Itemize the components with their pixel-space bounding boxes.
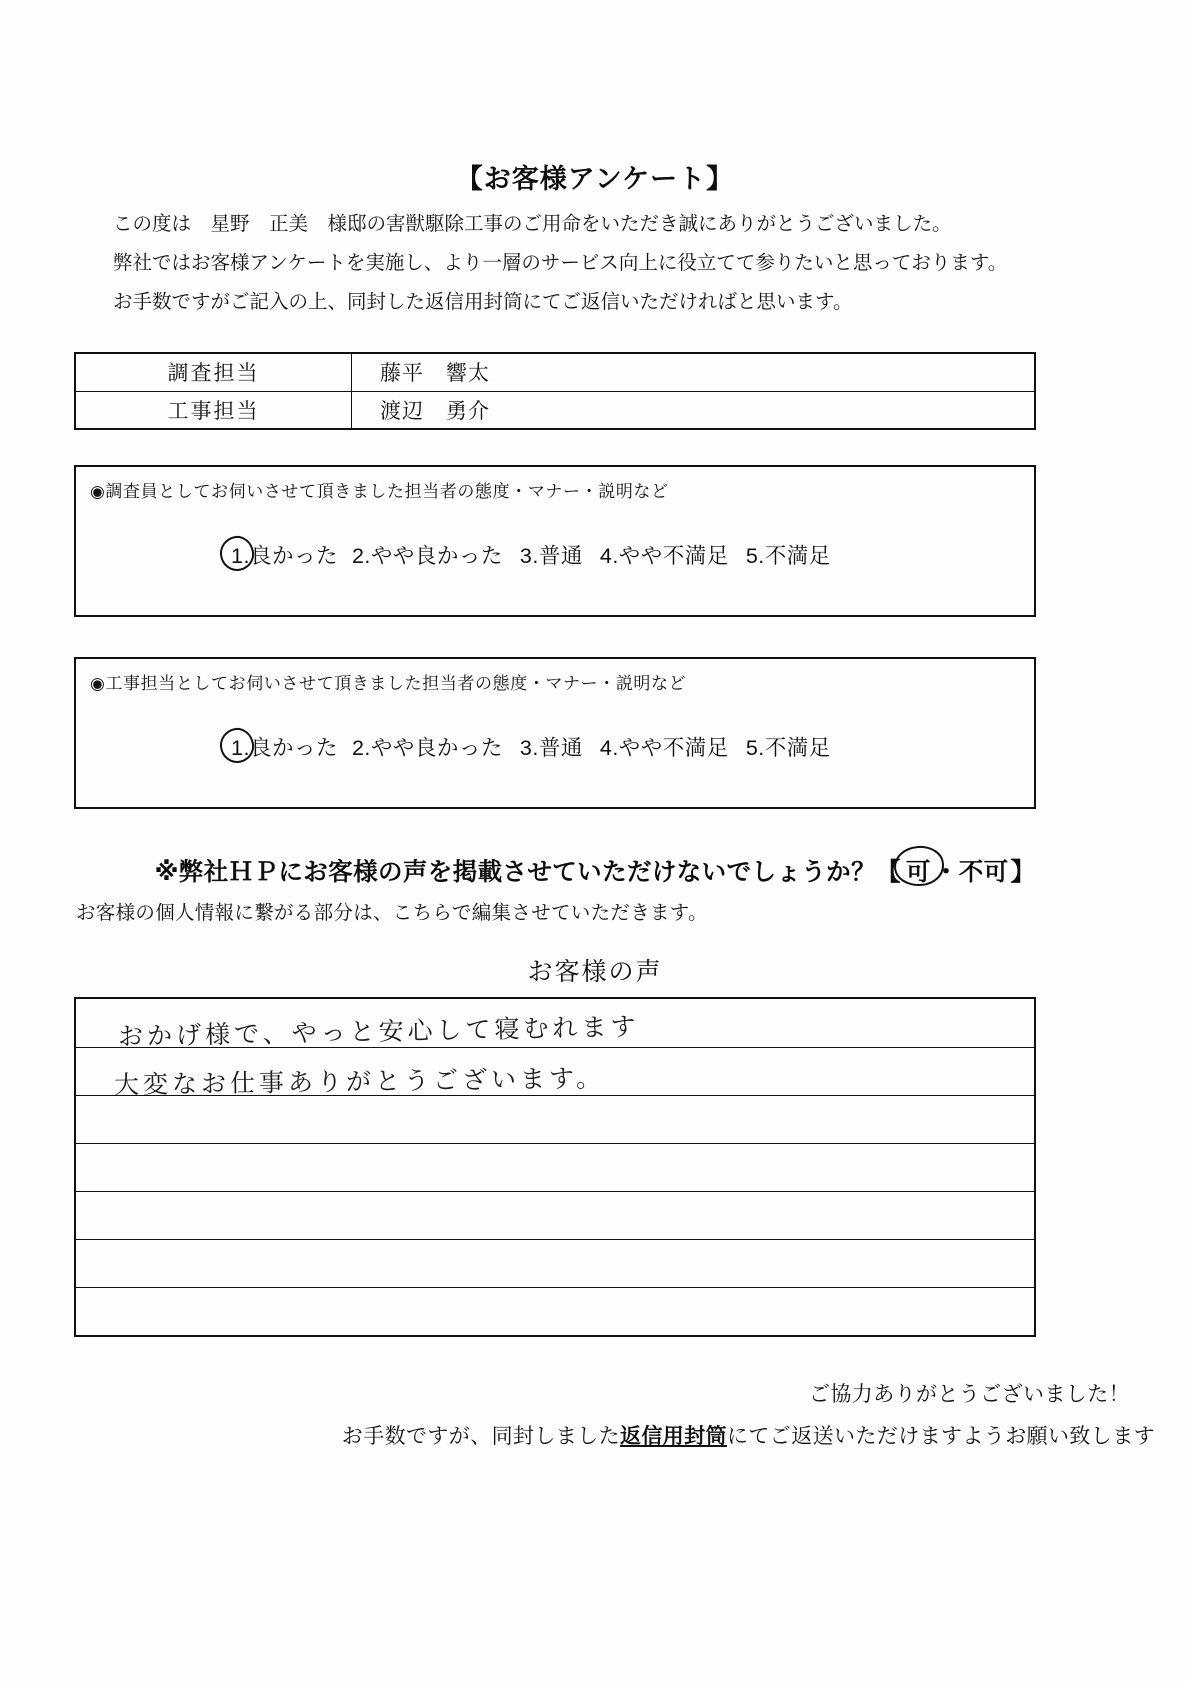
intro-paragraph: [113, 205, 1093, 322]
intro-line-2: 弊社ではお客様アンケートを実施し、より一層のサービス向上に役立てて参りたいと思っております。: [113, 252, 1008, 274]
writing-rule: [76, 1143, 1034, 1144]
rating-option-label: 普通: [538, 736, 583, 760]
page-title: 【お客様アンケート】: [455, 164, 735, 194]
question-heading: ◉工事担当としてお伺いさせて頂きました担当者の態度・マナー・説明など: [90, 674, 687, 693]
rating-option-number: 1.: [231, 544, 250, 568]
rating-option-label: やや不満足: [618, 736, 729, 760]
rating-option-label: 不満足: [764, 544, 831, 568]
rating-option-label: やや不満足: [618, 544, 729, 568]
rating-option-label: 良かった: [249, 736, 338, 760]
table-row: [75, 391, 1035, 429]
rating-option-3[interactable]: [520, 736, 583, 760]
intro-line-3: お手数ですがご記入の上、同封した返信用封筒にてご返信いただければと思います。: [113, 291, 853, 313]
hp-option-yes[interactable]: [903, 853, 934, 888]
hp-permission-choices: [901, 853, 1011, 888]
hp-bracket-close: 】: [1010, 859, 1036, 886]
staff-name-value: 藤平 響太: [352, 353, 1036, 391]
rating-option-5[interactable]: [746, 544, 831, 568]
rating-scale: [231, 539, 848, 570]
voice-section-title: お客様の声: [527, 958, 663, 986]
rating-option-number: 4.: [599, 736, 619, 760]
rating-option-2[interactable]: [352, 544, 503, 568]
rating-option-number: 4.: [599, 544, 619, 568]
rating-option-4[interactable]: [600, 544, 729, 568]
rating-option-number: 5.: [745, 544, 765, 568]
rating-option-label: 良かった: [249, 544, 338, 568]
question-heading: ◉調査員としてお伺いさせて頂きました担当者の態度・マナー・説明など: [90, 482, 669, 501]
rating-option-number: 5.: [745, 736, 765, 760]
staff-role-label: 調査担当: [75, 353, 352, 391]
footer-request-underlined: 返信用封筒: [620, 1425, 727, 1448]
writing-rule: [76, 1239, 1034, 1240]
rating-option-1[interactable]: [231, 736, 338, 760]
rating-option-number: 3.: [519, 736, 539, 760]
rating-option-number: 1.: [231, 736, 250, 760]
staff-table: [74, 352, 1036, 430]
rating-option-2[interactable]: [352, 736, 503, 760]
staff-role-label: 工事担当: [75, 391, 352, 429]
handwritten-comment-line-2: 大変なお仕事ありがとうございます。: [113, 1063, 606, 1100]
rating-option-number: 3.: [519, 544, 539, 568]
rating-scale: [231, 731, 848, 762]
rating-option-label: 普通: [538, 544, 583, 568]
footer-request-suffix: にてご返送いただけますようお願い致します: [727, 1425, 1155, 1448]
rating-option-4[interactable]: [600, 736, 729, 760]
writing-rule: [76, 1191, 1034, 1192]
rating-option-label: 不満足: [764, 736, 831, 760]
intro-line-1: この度は 星野 正美 様邸の害獣駆除工事のご用命をいただき誠にありがとうございました。: [113, 213, 952, 235]
rating-option-label: やや良かった: [370, 736, 503, 760]
rating-option-number: 2.: [351, 544, 371, 568]
rating-option-5[interactable]: [746, 736, 831, 760]
hp-option-separator: ・: [933, 859, 959, 886]
hp-permission-note: お客様の個人情報に繋がる部分は、こちらで編集させていただきます。: [76, 902, 708, 924]
staff-name-value: 渡辺 勇介: [352, 391, 1036, 429]
hp-option-yes-label: 可: [905, 859, 931, 886]
writing-rule: [76, 1287, 1034, 1288]
question-box-survey-staff: [74, 465, 1036, 617]
rating-option-label: やや良かった: [370, 544, 503, 568]
hp-permission-question: [0, 853, 1190, 888]
handwritten-comment-line-1: おかげ様で、やっと安心して寝むれます: [117, 1011, 640, 1052]
rating-option-number: 2.: [351, 736, 371, 760]
footer-thanks: ご協力ありがとうございました！: [809, 1383, 1130, 1406]
rating-option-1[interactable]: [231, 544, 338, 568]
rating-option-3[interactable]: [520, 544, 583, 568]
hp-option-no[interactable]: 不可: [958, 859, 1009, 886]
hp-permission-text: ※弊社ＨＰにお客様の声を掲載させていただけないでしょうか？【: [154, 859, 901, 886]
footer-request: [0, 1420, 1155, 1450]
footer-request-prefix: お手数ですが、同封しました: [341, 1425, 620, 1448]
table-row: [75, 353, 1035, 391]
question-box-construction-staff: [74, 657, 1036, 809]
